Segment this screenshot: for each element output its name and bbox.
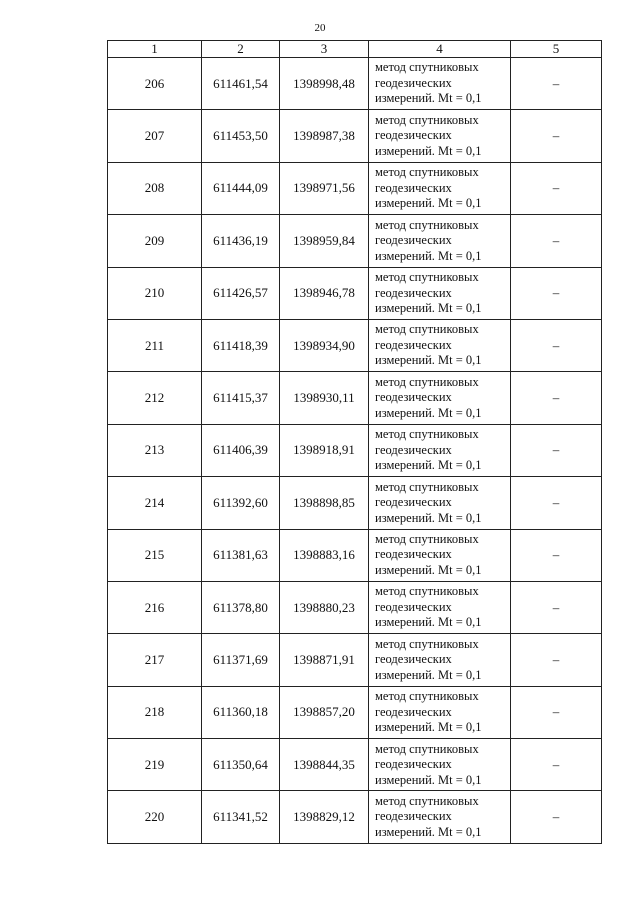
coordinates-table <box>107 40 602 844</box>
table-body <box>108 58 602 844</box>
coordinate-y: 1398934,90 <box>280 319 369 371</box>
method-line: метод спутниковых <box>375 793 479 808</box>
method-line: геодезических <box>375 390 452 405</box>
method-line: метод спутниковых <box>375 741 479 756</box>
note-cell: – <box>511 110 602 162</box>
table-row <box>108 267 602 319</box>
method-line: метод спутниковых <box>375 374 479 389</box>
method-line: геодезических <box>375 495 452 510</box>
method-description <box>369 372 511 424</box>
method-line: метод спутниковых <box>375 322 479 337</box>
point-number: 219 <box>108 739 202 791</box>
table-row <box>108 529 602 581</box>
note-cell: – <box>511 477 602 529</box>
table-row <box>108 581 602 633</box>
method-line: измерений. Mt = 0,1 <box>375 196 482 211</box>
method-line: метод спутниковых <box>375 112 479 127</box>
note-cell: – <box>511 319 602 371</box>
method-description <box>369 529 511 581</box>
method-line: метод спутниковых <box>375 60 479 75</box>
method-line: геодезических <box>375 128 452 143</box>
method-line: измерений. Mt = 0,1 <box>375 248 482 263</box>
coordinate-y: 1398829,12 <box>280 791 369 843</box>
method-description <box>369 424 511 476</box>
method-line: метод спутниковых <box>375 479 479 494</box>
method-line: геодезических <box>375 233 452 248</box>
method-line: геодезических <box>375 809 452 824</box>
coordinate-y: 1398930,11 <box>280 372 369 424</box>
method-line: метод спутниковых <box>375 636 479 651</box>
method-line: измерений. Mt = 0,1 <box>375 562 482 577</box>
coordinate-x: 611453,50 <box>202 110 280 162</box>
note-cell: – <box>511 215 602 267</box>
method-line: измерений. Mt = 0,1 <box>375 405 482 420</box>
coordinate-y: 1398987,38 <box>280 110 369 162</box>
coordinate-y: 1398918,91 <box>280 424 369 476</box>
method-line: геодезических <box>375 285 452 300</box>
coordinate-y: 1398844,35 <box>280 739 369 791</box>
column-header: 2 <box>202 41 280 58</box>
table-row <box>108 58 602 110</box>
coordinate-y: 1398946,78 <box>280 267 369 319</box>
point-number: 207 <box>108 110 202 162</box>
note-cell: – <box>511 58 602 110</box>
method-description <box>369 162 511 214</box>
method-line: геодезических <box>375 75 452 90</box>
point-number: 214 <box>108 477 202 529</box>
point-number: 216 <box>108 581 202 633</box>
coordinate-x: 611426,57 <box>202 267 280 319</box>
coordinate-x: 611381,63 <box>202 529 280 581</box>
method-description <box>369 791 511 843</box>
table-header-row <box>108 41 602 58</box>
method-line: измерений. Mt = 0,1 <box>375 510 482 525</box>
table-row <box>108 791 602 843</box>
coordinate-y: 1398959,84 <box>280 215 369 267</box>
coordinate-y: 1398998,48 <box>280 58 369 110</box>
method-line: измерений. Mt = 0,1 <box>375 301 482 315</box>
table-row <box>108 372 602 424</box>
note-cell: – <box>511 739 602 791</box>
method-line: метод спутниковых <box>375 584 479 599</box>
method-description <box>369 739 511 791</box>
method-line: геодезических <box>375 599 452 614</box>
table-row <box>108 110 602 162</box>
coordinate-y: 1398871,91 <box>280 634 369 686</box>
method-line: метод спутниковых <box>375 427 479 442</box>
method-line: измерений. Mt = 0,1 <box>375 353 482 368</box>
coordinate-x: 611415,37 <box>202 372 280 424</box>
method-line: измерений. Mt = 0,1 <box>375 772 482 787</box>
coordinate-y: 1398857,20 <box>280 686 369 738</box>
coordinate-x: 611378,80 <box>202 581 280 633</box>
table-row <box>108 739 602 791</box>
method-line: измерений. Mt = 0,1 <box>375 615 482 630</box>
coordinate-y: 1398883,16 <box>280 529 369 581</box>
method-line: метод спутниковых <box>375 165 479 180</box>
method-line: геодезических <box>375 547 452 562</box>
table-row <box>108 634 602 686</box>
page-number: 20 <box>314 22 326 34</box>
method-line: измерений. Mt = 0,1 <box>375 91 482 106</box>
method-line: геодезических <box>375 652 452 667</box>
method-line: геодезических <box>375 180 452 195</box>
coordinate-x: 611341,52 <box>202 791 280 843</box>
method-description <box>369 58 511 110</box>
note-cell: – <box>511 634 602 686</box>
coordinate-x: 611406,39 <box>202 424 280 476</box>
method-line: геодезических <box>375 757 452 772</box>
method-description <box>369 477 511 529</box>
point-number: 212 <box>108 372 202 424</box>
column-header: 1 <box>108 41 202 58</box>
method-description <box>369 215 511 267</box>
point-number: 211 <box>108 319 202 371</box>
point-number: 210 <box>108 267 202 319</box>
table-row <box>108 319 602 371</box>
method-description <box>369 267 511 319</box>
coordinate-y: 1398898,85 <box>280 477 369 529</box>
note-cell: – <box>511 372 602 424</box>
note-cell: – <box>511 581 602 633</box>
table-row <box>108 686 602 738</box>
method-line: измерений. Mt = 0,1 <box>375 824 482 839</box>
table-row <box>108 215 602 267</box>
coordinate-y: 1398880,23 <box>280 581 369 633</box>
point-number: 217 <box>108 634 202 686</box>
method-description <box>369 581 511 633</box>
method-description <box>369 319 511 371</box>
point-number: 215 <box>108 529 202 581</box>
coordinate-x: 611444,09 <box>202 162 280 214</box>
point-number: 208 <box>108 162 202 214</box>
method-line: измерений. Mt = 0,1 <box>375 720 482 735</box>
method-line: метод спутниковых <box>375 531 479 546</box>
point-number: 209 <box>108 215 202 267</box>
method-line: геодезических <box>375 337 452 352</box>
method-line: метод спутниковых <box>375 689 479 704</box>
note-cell: – <box>511 162 602 214</box>
coordinate-y: 1398971,56 <box>280 162 369 214</box>
method-line: измерений. Mt = 0,1 <box>375 458 482 473</box>
coordinate-x: 611436,19 <box>202 215 280 267</box>
column-header: 4 <box>369 41 511 58</box>
point-number: 220 <box>108 791 202 843</box>
method-description <box>369 634 511 686</box>
table-row <box>108 424 602 476</box>
method-description <box>369 110 511 162</box>
method-description <box>369 686 511 738</box>
point-number: 206 <box>108 58 202 110</box>
coordinate-x: 611350,64 <box>202 739 280 791</box>
point-number: 213 <box>108 424 202 476</box>
note-cell: – <box>511 791 602 843</box>
table-row <box>108 477 602 529</box>
point-number: 218 <box>108 686 202 738</box>
note-cell: – <box>511 267 602 319</box>
note-cell: – <box>511 424 602 476</box>
coordinate-x: 611360,18 <box>202 686 280 738</box>
coordinate-x: 611371,69 <box>202 634 280 686</box>
column-header: 3 <box>280 41 369 58</box>
column-header: 5 <box>511 41 602 58</box>
method-line: метод спутниковых <box>375 217 479 232</box>
method-line: геодезических <box>375 442 452 457</box>
method-line: измерений. Mt = 0,1 <box>375 143 482 158</box>
coordinate-x: 611461,54 <box>202 58 280 110</box>
method-line: геодезических <box>375 704 452 719</box>
method-line: измерений. Mt = 0,1 <box>375 667 482 682</box>
note-cell: – <box>511 529 602 581</box>
note-cell: – <box>511 686 602 738</box>
coordinate-x: 611418,39 <box>202 319 280 371</box>
method-line: метод спутниковых <box>375 270 479 284</box>
coordinate-x: 611392,60 <box>202 477 280 529</box>
table-row <box>108 162 602 214</box>
